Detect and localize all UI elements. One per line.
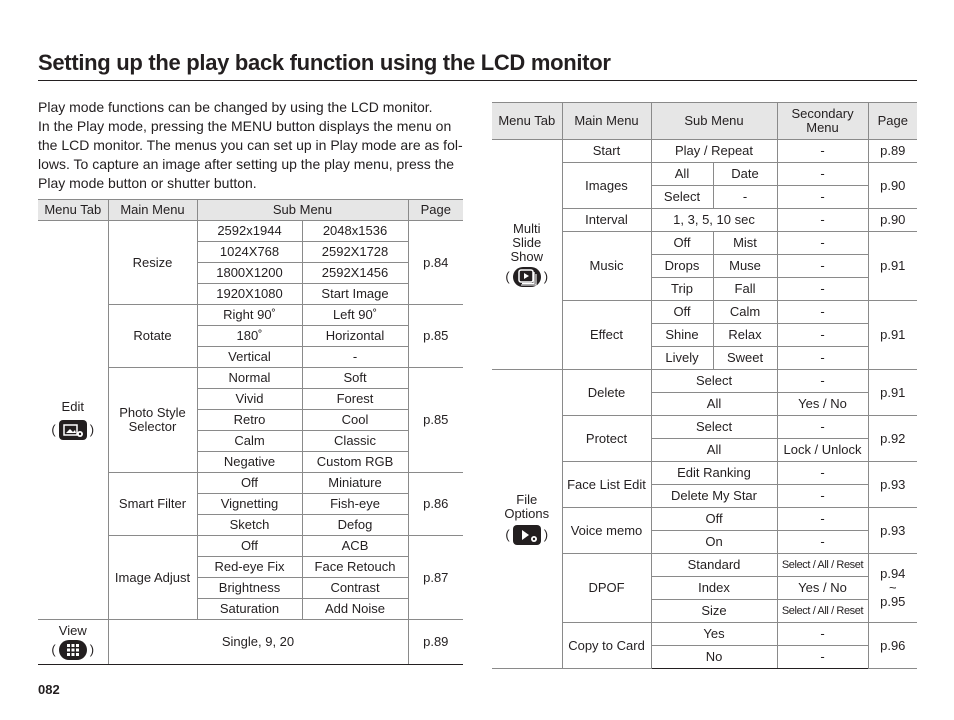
cell: All: [651, 393, 777, 416]
cell: Shine: [651, 324, 713, 347]
main-menu-photo-style: Photo Style Selector: [108, 368, 197, 473]
page-ref: p.90: [868, 209, 917, 232]
intro-line: lows. To capture an image after setting up the play menu, press the: [38, 156, 455, 172]
cell: Defog: [302, 515, 408, 536]
view-grid-icon: [59, 640, 87, 660]
header-main-menu: Main Menu: [108, 200, 197, 221]
table-row: [492, 370, 917, 393]
cell: Edit Ranking: [651, 462, 777, 485]
cell: Relax: [713, 324, 777, 347]
menu-tab-slide-show: [492, 140, 562, 370]
cell: Calm: [713, 301, 777, 324]
cell: Select: [651, 186, 713, 209]
main-menu-copy-to-card: Copy to Card: [562, 623, 651, 669]
cell: 1800X1200: [197, 263, 302, 284]
cell: Classic: [302, 431, 408, 452]
cell: Trip: [651, 278, 713, 301]
cell: Forest: [302, 389, 408, 410]
cell: Vertical: [197, 347, 302, 368]
table-row: [492, 140, 917, 163]
cell: Yes / No: [777, 577, 868, 600]
cell: Select / All / Reset: [777, 554, 868, 577]
menu-tab-label: Multi Slide Show: [510, 221, 544, 264]
cell: -: [777, 462, 868, 485]
cell: All: [651, 163, 713, 186]
cell: -: [777, 232, 868, 255]
main-menu-music: Music: [562, 232, 651, 301]
cell: -: [777, 508, 868, 531]
edit-icon: [59, 420, 87, 440]
page-ref: p.87: [408, 536, 463, 620]
cell: 2592X1456: [302, 263, 408, 284]
table-row: [38, 620, 463, 665]
view-sub-menu: Single, 9, 20: [108, 620, 408, 665]
table-header-row: [38, 200, 463, 221]
paren-open: (: [505, 527, 510, 542]
cell: -: [777, 623, 868, 646]
cell: Cool: [302, 410, 408, 431]
intro-paragraph: [38, 98, 468, 193]
cell: Soft: [302, 368, 408, 389]
paren-close: ): [543, 527, 549, 542]
cell: Select: [651, 416, 777, 439]
page-ref: p.89: [408, 620, 463, 665]
cell: -: [777, 347, 868, 370]
page-title: Setting up the play back function using the LCD monitor: [38, 50, 611, 75]
paren-open: (: [51, 642, 56, 657]
header-page: Page: [408, 200, 463, 221]
cell: Brightness: [197, 578, 302, 599]
paren-open: (: [51, 422, 56, 437]
intro-line: In the Play mode, pressing the MENU button displays the menu on: [38, 118, 452, 134]
cell: Vivid: [197, 389, 302, 410]
page-ref: p.93: [868, 508, 917, 554]
cell: Off: [197, 473, 302, 494]
cell: -: [302, 347, 408, 368]
main-menu-rotate: Rotate: [108, 305, 197, 368]
cell: Red-eye Fix: [197, 557, 302, 578]
cell: Off: [651, 301, 713, 324]
cell: -: [777, 140, 868, 163]
cell: -: [777, 370, 868, 393]
cell: -: [713, 186, 777, 209]
cell: Saturation: [197, 599, 302, 620]
cell: Fall: [713, 278, 777, 301]
page-ref: p.91: [868, 370, 917, 416]
cell: 1, 3, 5, 10 sec: [651, 209, 777, 232]
cell: 1024X768: [197, 242, 302, 263]
cell: 180˚: [197, 326, 302, 347]
page-ref: p.85: [408, 305, 463, 368]
main-menu-resize: Resize: [108, 221, 197, 305]
page-ref: [868, 554, 917, 623]
cell: -: [777, 186, 868, 209]
cell: Contrast: [302, 578, 408, 599]
page-ref: p.92: [868, 416, 917, 462]
paren-open: (: [505, 269, 510, 284]
cell: 1920X1080: [197, 284, 302, 305]
menu-tab-label: View: [58, 623, 87, 638]
page-ref: p.91: [868, 232, 917, 301]
intro-line: the LCD monitor. The menus you can set up in Play mode are as fol-: [38, 137, 463, 153]
cell: 2592x1944: [197, 221, 302, 242]
cell: Off: [197, 536, 302, 557]
cell: Delete My Star: [651, 485, 777, 508]
cell: Select / All / Reset: [777, 600, 868, 623]
cell: Custom RGB: [302, 452, 408, 473]
cell: Fish-eye: [302, 494, 408, 515]
page-ref: p.93: [868, 462, 917, 508]
page-ref: p.84: [408, 221, 463, 305]
cell: -: [777, 278, 868, 301]
page-ref-sep: ~: [888, 580, 897, 595]
cell: Normal: [197, 368, 302, 389]
cell: -: [777, 163, 868, 186]
cell: Date: [713, 163, 777, 186]
intro-line: Play mode functions can be changed by using the LCD monitor.: [38, 99, 433, 115]
main-menu-interval: Interval: [562, 209, 651, 232]
menu-tab-label: Edit: [61, 399, 84, 414]
main-menu-delete: Delete: [562, 370, 651, 416]
cell: On: [651, 531, 777, 554]
page-ref: p.86: [408, 473, 463, 536]
cell: -: [777, 301, 868, 324]
paren-close: ): [89, 642, 95, 657]
cell: Size: [651, 600, 777, 623]
main-menu-effect: Effect: [562, 301, 651, 370]
main-menu-image-adjust: Image Adjust: [108, 536, 197, 620]
cell: Vignetting: [197, 494, 302, 515]
cell: Index: [651, 577, 777, 600]
cell: Miniature: [302, 473, 408, 494]
main-menu-face-list-edit: Face List Edit: [562, 462, 651, 508]
page-number: 082: [38, 682, 60, 697]
cell: All: [651, 439, 777, 462]
menu-tab-view: [38, 620, 108, 665]
cell: Sweet: [713, 347, 777, 370]
header-secondary-menu: Secondary Menu: [777, 103, 868, 140]
cell: Yes / No: [777, 393, 868, 416]
page-ref: p.91: [868, 301, 917, 370]
main-menu-voice-memo: Voice memo: [562, 508, 651, 554]
cell: Horizontal: [302, 326, 408, 347]
main-menu-images: Images: [562, 163, 651, 209]
main-menu-smart-filter: Smart Filter: [108, 473, 197, 536]
table-row: [38, 221, 463, 242]
slideshow-icon: [513, 267, 541, 287]
cell: Right 90˚: [197, 305, 302, 326]
cell: -: [777, 255, 868, 278]
menu-tab-file-options: [492, 370, 562, 669]
cell: ACB: [302, 536, 408, 557]
menu-tab-label: File Options: [504, 492, 550, 521]
page-ref: p.89: [868, 140, 917, 163]
cell: Mist: [713, 232, 777, 255]
cell: -: [777, 209, 868, 232]
cell: Calm: [197, 431, 302, 452]
cell: Off: [651, 508, 777, 531]
file-options-icon: [513, 525, 541, 545]
cell: Lock / Unlock: [777, 439, 868, 462]
paren-close: ): [89, 422, 95, 437]
cell: Left 90˚: [302, 305, 408, 326]
cell: Sketch: [197, 515, 302, 536]
page-ref-end: p.95: [880, 594, 906, 609]
cell: -: [777, 646, 868, 669]
title-divider: [38, 80, 917, 81]
cell: Add Noise: [302, 599, 408, 620]
cell: Standard: [651, 554, 777, 577]
play-menu-table: [492, 102, 917, 669]
main-menu-start: Start: [562, 140, 651, 163]
header-menu-tab: Menu Tab: [492, 103, 562, 140]
cell: Lively: [651, 347, 713, 370]
header-sub-menu: Sub Menu: [651, 103, 777, 140]
cell: -: [777, 531, 868, 554]
header-sub-menu: Sub Menu: [197, 200, 408, 221]
cell: Start Image: [302, 284, 408, 305]
page-ref: p.85: [408, 368, 463, 473]
cell: 2592X1728: [302, 242, 408, 263]
menu-tab-edit: [38, 221, 108, 620]
intro-line: Play mode button or shutter button.: [38, 175, 257, 191]
cell: 2048x1536: [302, 221, 408, 242]
cell: -: [777, 416, 868, 439]
paren-close: ): [543, 269, 549, 284]
cell: Select: [651, 370, 777, 393]
table-header-row: [492, 103, 917, 140]
main-menu-protect: Protect: [562, 416, 651, 462]
cell: -: [777, 485, 868, 508]
cell: No: [651, 646, 777, 669]
edit-menu-table: [38, 199, 463, 665]
cell: Negative: [197, 452, 302, 473]
cell: Face Retouch: [302, 557, 408, 578]
page-ref-start: p.94: [880, 566, 906, 581]
page-ref: p.96: [868, 623, 917, 669]
main-menu-dpof: DPOF: [562, 554, 651, 623]
header-menu-tab: Menu Tab: [38, 200, 108, 221]
cell: -: [777, 324, 868, 347]
cell: Play / Repeat: [651, 140, 777, 163]
cell: Retro: [197, 410, 302, 431]
cell: Yes: [651, 623, 777, 646]
cell: Off: [651, 232, 713, 255]
cell: Drops: [651, 255, 713, 278]
cell: Muse: [713, 255, 777, 278]
page-ref: p.90: [868, 163, 917, 209]
header-page: Page: [868, 103, 917, 140]
header-main-menu: Main Menu: [562, 103, 651, 140]
